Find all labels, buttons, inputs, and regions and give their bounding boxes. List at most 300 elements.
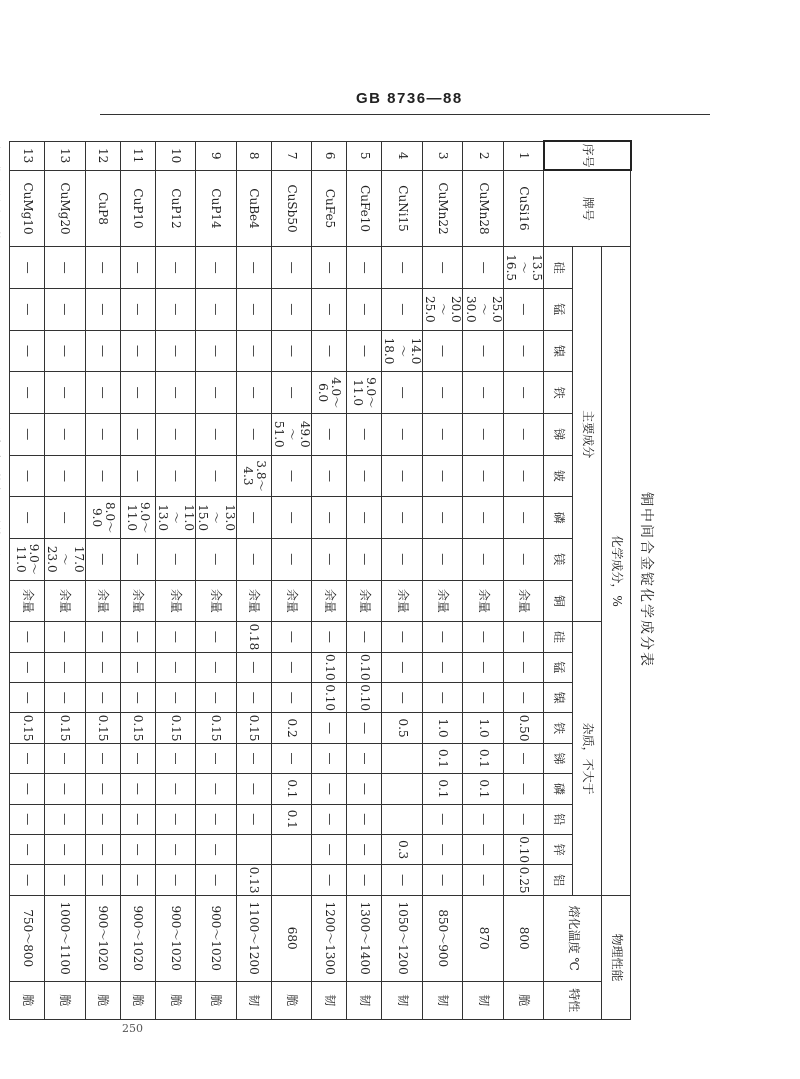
impurity-value: —: [45, 683, 86, 713]
main-element-header: 锑: [544, 413, 573, 455]
row-grade: CuP8: [85, 170, 120, 247]
row-grade: CuSi16: [503, 170, 544, 247]
melting-temperature: 900～1020: [120, 895, 155, 981]
row-grade: CuP10: [120, 170, 155, 247]
table-row: [382, 141, 423, 1020]
header-grade: 牌号: [544, 170, 631, 247]
row-seq: 9: [196, 141, 237, 170]
main-value: —: [422, 247, 463, 289]
impurity-value: [382, 743, 423, 773]
row-grade: CuBe4: [236, 170, 271, 247]
property: 韧: [382, 981, 423, 1019]
impurity-value: 0.15: [120, 713, 155, 743]
impurity-value: —: [10, 622, 45, 652]
row-seq: 13: [45, 141, 86, 170]
impurity-value: 0.15: [155, 713, 196, 743]
impurity-value: 0.15: [45, 713, 86, 743]
main-value: —: [347, 497, 382, 539]
main-value: —: [271, 247, 312, 289]
impurity-value: —: [463, 652, 504, 682]
property: 韧: [422, 981, 463, 1019]
impurity-value: —: [155, 804, 196, 834]
main-value: —: [120, 330, 155, 372]
main-value: —: [85, 330, 120, 372]
main-value: 3.8～4.3: [236, 455, 271, 497]
property: 韧: [347, 981, 382, 1019]
main-value: —: [422, 455, 463, 497]
impurity-value: —: [422, 622, 463, 652]
main-value: —: [85, 455, 120, 497]
impurity-element-header: 镍: [544, 683, 573, 713]
main-value: —: [503, 288, 544, 330]
main-value: 9.0～11.0: [10, 538, 45, 580]
impurity-value: —: [10, 652, 45, 682]
row-seq: 4: [382, 141, 423, 170]
main-value: —: [45, 455, 86, 497]
property: 韧: [236, 981, 271, 1019]
impurity-value: —: [312, 743, 347, 773]
impurity-value: —: [382, 865, 423, 896]
property: 韧: [463, 981, 504, 1019]
table-row: [120, 141, 155, 1020]
impurity-value: —: [45, 804, 86, 834]
impurity-value: —: [120, 743, 155, 773]
property: 脆: [503, 981, 544, 1019]
impurity-value: —: [120, 774, 155, 804]
impurity-value: —: [85, 804, 120, 834]
impurity-value: —: [422, 804, 463, 834]
header-chem: 化学成分，%: [602, 247, 631, 896]
main-value: —: [312, 455, 347, 497]
impurity-value: [236, 834, 271, 864]
impurity-element-header: 锌: [544, 834, 573, 864]
property: 脆: [155, 981, 196, 1019]
main-value: 余量: [463, 580, 504, 622]
impurity-value: 0.10: [347, 652, 382, 682]
main-element-header: 硅: [544, 247, 573, 289]
main-value: 17.0～23.0: [45, 538, 86, 580]
property: 脆: [271, 981, 312, 1019]
impurity-value: —: [463, 683, 504, 713]
main-value: —: [196, 372, 237, 414]
row-seq: 13: [10, 141, 45, 170]
impurity-value: —: [236, 683, 271, 713]
impurity-value: 0.15: [10, 713, 45, 743]
main-value: 余量: [503, 580, 544, 622]
row-seq: 1: [503, 141, 544, 170]
impurity-value: —: [382, 622, 423, 652]
main-value: —: [45, 372, 86, 414]
impurity-value: —: [271, 652, 312, 682]
main-value: —: [271, 288, 312, 330]
row-seq: 11: [120, 141, 155, 170]
main-value: —: [271, 497, 312, 539]
page-number: 250: [122, 1022, 143, 1035]
impurity-value: —: [85, 652, 120, 682]
impurity-value: —: [503, 683, 544, 713]
main-value: —: [196, 455, 237, 497]
impurity-value: —: [312, 834, 347, 864]
impurity-value: —: [463, 622, 504, 652]
impurity-value: 0.13: [236, 865, 271, 896]
impurity-value: 0.1: [463, 743, 504, 773]
impurity-value: —: [155, 743, 196, 773]
main-value: 余量: [236, 580, 271, 622]
impurity-value: —: [85, 774, 120, 804]
impurity-value: —: [85, 683, 120, 713]
row-seq: 3: [422, 141, 463, 170]
melting-temperature: 680: [271, 895, 312, 981]
impurity-value: 1.0: [422, 713, 463, 743]
row-seq: 12: [85, 141, 120, 170]
impurity-value: 0.10: [312, 683, 347, 713]
impurity-value: 0.2: [271, 713, 312, 743]
main-value: —: [422, 330, 463, 372]
melting-temperature: 1200～1300: [312, 895, 347, 981]
header-rule: [100, 114, 710, 115]
impurity-value: —: [312, 865, 347, 896]
header-melting: 熔化温度 ℃: [544, 895, 602, 981]
impurity-value: —: [312, 622, 347, 652]
impurity-element-header: 铅: [544, 804, 573, 834]
impurity-value: —: [45, 743, 86, 773]
impurity-value: —: [85, 622, 120, 652]
melting-temperature: 750～800: [10, 895, 45, 981]
property: 脆: [196, 981, 237, 1019]
impurity-value: —: [45, 652, 86, 682]
impurity-value: —: [120, 834, 155, 864]
melting-temperature: 900～1020: [155, 895, 196, 981]
main-value: —: [155, 538, 196, 580]
main-value: 余量: [271, 580, 312, 622]
main-value: —: [10, 413, 45, 455]
row-seq: 8: [236, 141, 271, 170]
main-value: —: [45, 288, 86, 330]
row-seq: 7: [271, 141, 312, 170]
standard-code: GB 8736—88: [356, 90, 463, 107]
melting-temperature: 900～1020: [196, 895, 237, 981]
header-seq: 序号: [544, 141, 631, 170]
impurity-value: —: [120, 652, 155, 682]
table-row: [85, 141, 120, 1020]
main-value: —: [271, 538, 312, 580]
main-value: —: [463, 372, 504, 414]
main-value: —: [120, 372, 155, 414]
header-physical: 物理性能: [602, 895, 631, 1019]
property: 脆: [85, 981, 120, 1019]
impurity-value: 0.10: [312, 652, 347, 682]
main-value: —: [312, 497, 347, 539]
main-value: 余量: [120, 580, 155, 622]
table-row: [155, 141, 196, 1020]
main-value: —: [196, 413, 237, 455]
main-value: 13.0～15.0: [196, 497, 237, 539]
impurity-value: —: [503, 622, 544, 652]
table-body: [10, 141, 545, 1020]
impurity-value: —: [347, 622, 382, 652]
impurity-value: 0.1: [271, 804, 312, 834]
main-value: —: [503, 455, 544, 497]
main-value: —: [271, 372, 312, 414]
row-grade: CuFe5: [312, 170, 347, 247]
table-row: [347, 141, 382, 1020]
table-row: [45, 141, 86, 1020]
impurity-value: —: [503, 743, 544, 773]
main-value: —: [196, 288, 237, 330]
main-value: —: [347, 455, 382, 497]
row-grade: CuMn22: [422, 170, 463, 247]
main-value: —: [120, 413, 155, 455]
melting-temperature: 800: [503, 895, 544, 981]
impurity-value: —: [10, 804, 45, 834]
impurity-value: —: [347, 713, 382, 743]
impurity-value: —: [236, 774, 271, 804]
main-value: —: [10, 372, 45, 414]
main-value: 9.0～11.0: [120, 497, 155, 539]
main-value: —: [382, 455, 423, 497]
main-value: 25.0～30.0: [463, 288, 504, 330]
row-grade: CuMn28: [463, 170, 504, 247]
impurity-value: [271, 834, 312, 864]
impurity-value: 0.15: [196, 713, 237, 743]
row-grade: CuSb50: [271, 170, 312, 247]
row-seq: 6: [312, 141, 347, 170]
impurity-value: —: [10, 834, 45, 864]
main-value: —: [312, 247, 347, 289]
rotated-content: [14, 140, 660, 1020]
main-value: —: [85, 413, 120, 455]
main-value: 余量: [155, 580, 196, 622]
main-value: 20.0～25.0: [422, 288, 463, 330]
main-value: —: [236, 413, 271, 455]
impurity-value: —: [271, 743, 312, 773]
table-row: [10, 141, 45, 1020]
main-value: —: [463, 455, 504, 497]
main-value: —: [347, 413, 382, 455]
row-grade: CuP14: [196, 170, 237, 247]
impurity-value: 0.1: [271, 774, 312, 804]
impurity-value: —: [155, 652, 196, 682]
impurity-value: —: [120, 804, 155, 834]
impurity-value: —: [196, 774, 237, 804]
main-value: —: [236, 538, 271, 580]
property: 脆: [45, 981, 86, 1019]
impurity-value: —: [422, 865, 463, 896]
impurity-value: —: [463, 865, 504, 896]
impurity-element-header: 铝: [544, 865, 573, 896]
impurity-value: 0.10: [503, 834, 544, 864]
main-value: —: [155, 330, 196, 372]
impurity-value: —: [45, 834, 86, 864]
impurity-element-header: 锑: [544, 743, 573, 773]
main-value: —: [503, 372, 544, 414]
property: 脆: [10, 981, 45, 1019]
impurity-value: —: [271, 622, 312, 652]
row-seq: 10: [155, 141, 196, 170]
impurity-value: —: [463, 804, 504, 834]
impurity-value: —: [196, 652, 237, 682]
table-row: [271, 141, 312, 1020]
impurity-value: —: [196, 834, 237, 864]
main-value: —: [422, 497, 463, 539]
table-row: [463, 141, 504, 1020]
impurity-value: —: [45, 774, 86, 804]
main-value: —: [10, 288, 45, 330]
impurity-value: —: [312, 804, 347, 834]
main-element-header: 铜: [544, 580, 573, 622]
main-value: —: [120, 247, 155, 289]
impurity-value: 0.5: [382, 713, 423, 743]
impurity-value: —: [347, 774, 382, 804]
table-row: [312, 141, 347, 1020]
main-value: —: [382, 538, 423, 580]
main-element-header: 磷: [544, 497, 573, 539]
impurity-element-header: 锰: [544, 652, 573, 682]
impurity-value: —: [85, 865, 120, 896]
impurity-value: —: [120, 683, 155, 713]
main-value: —: [422, 413, 463, 455]
impurity-value: —: [347, 865, 382, 896]
impurity-value: —: [422, 652, 463, 682]
main-value: —: [45, 247, 86, 289]
impurity-value: —: [10, 865, 45, 896]
impurity-value: —: [382, 683, 423, 713]
main-value: —: [347, 288, 382, 330]
rotated-table-region: [14, 140, 660, 1020]
impurity-value: —: [422, 834, 463, 864]
impurity-value: [382, 774, 423, 804]
melting-temperature: 1100～1200: [236, 895, 271, 981]
main-value: —: [120, 288, 155, 330]
impurity-value: —: [45, 622, 86, 652]
impurity-value: —: [196, 622, 237, 652]
impurity-element-header: 硅: [544, 622, 573, 652]
melting-temperature: 1300～1400: [347, 895, 382, 981]
main-value: —: [382, 497, 423, 539]
main-value: —: [85, 288, 120, 330]
impurity-value: —: [10, 683, 45, 713]
main-element-header: 锰: [544, 288, 573, 330]
main-value: —: [503, 413, 544, 455]
main-element-header: 镍: [544, 330, 573, 372]
impurity-value: —: [312, 774, 347, 804]
main-value: —: [463, 413, 504, 455]
main-value: —: [463, 497, 504, 539]
impurity-value: —: [155, 834, 196, 864]
main-value: —: [85, 372, 120, 414]
impurity-value: —: [120, 622, 155, 652]
main-value: 余量: [85, 580, 120, 622]
main-value: —: [503, 330, 544, 372]
main-value: —: [10, 247, 45, 289]
impurity-value: —: [347, 743, 382, 773]
row-grade: CuP12: [155, 170, 196, 247]
impurity-value: —: [236, 804, 271, 834]
main-value: —: [382, 372, 423, 414]
main-value: 11.0～13.0: [155, 497, 196, 539]
impurity-value: [382, 804, 423, 834]
impurity-element-header: 铁: [544, 713, 573, 743]
impurity-value: —: [155, 774, 196, 804]
main-value: 4.0～6.0: [312, 372, 347, 414]
main-value: 13.5～16.5: [503, 247, 544, 289]
impurity-value: —: [155, 865, 196, 896]
impurity-value: 0.15: [236, 713, 271, 743]
impurity-value: —: [347, 804, 382, 834]
impurity-value: 0.1: [422, 774, 463, 804]
main-element-header: 镁: [544, 538, 573, 580]
table-row: [236, 141, 271, 1020]
main-value: 14.0～18.0: [382, 330, 423, 372]
main-value: —: [10, 330, 45, 372]
impurity-value: —: [85, 834, 120, 864]
impurity-value: 0.3: [382, 834, 423, 864]
main-value: —: [10, 497, 45, 539]
impurity-value: —: [120, 865, 155, 896]
main-value: —: [236, 288, 271, 330]
main-value: —: [236, 372, 271, 414]
main-value: 余量: [196, 580, 237, 622]
main-value: —: [45, 497, 86, 539]
impurity-value: —: [347, 834, 382, 864]
main-value: —: [155, 455, 196, 497]
main-value: —: [503, 538, 544, 580]
impurity-value: —: [196, 804, 237, 834]
main-value: —: [312, 413, 347, 455]
table-row: [503, 141, 544, 1020]
impurity-value: 0.15: [85, 713, 120, 743]
main-value: 49.0～51.0: [271, 413, 312, 455]
row-grade: CuFe10: [347, 170, 382, 247]
impurity-value: —: [196, 743, 237, 773]
impurity-value: —: [10, 743, 45, 773]
main-value: 8.0～9.0: [85, 497, 120, 539]
impurity-value: —: [463, 834, 504, 864]
main-value: —: [196, 330, 237, 372]
impurity-value: —: [312, 713, 347, 743]
header-impurity: 杂质，不大于: [573, 622, 602, 896]
impurity-value: —: [196, 865, 237, 896]
main-value: —: [422, 372, 463, 414]
row-grade: CuMg10: [10, 170, 45, 247]
main-value: —: [463, 538, 504, 580]
main-value: —: [236, 497, 271, 539]
table-row: [422, 141, 463, 1020]
main-value: —: [120, 538, 155, 580]
melting-temperature: 850～900: [422, 895, 463, 981]
main-value: —: [312, 330, 347, 372]
main-value: —: [155, 413, 196, 455]
main-value: —: [236, 247, 271, 289]
main-value: 余量: [10, 580, 45, 622]
main-value: —: [312, 538, 347, 580]
main-value: —: [382, 288, 423, 330]
main-value: —: [312, 288, 347, 330]
main-value: —: [271, 330, 312, 372]
main-value: —: [155, 247, 196, 289]
main-value: —: [382, 247, 423, 289]
impurity-value: —: [155, 622, 196, 652]
impurity-value: —: [45, 865, 86, 896]
main-value: —: [463, 330, 504, 372]
table-note: [0, 140, 3, 1020]
main-value: —: [463, 247, 504, 289]
main-value: —: [382, 413, 423, 455]
main-value: 余量: [422, 580, 463, 622]
main-value: —: [503, 497, 544, 539]
property: 韧: [312, 981, 347, 1019]
main-value: 余量: [312, 580, 347, 622]
